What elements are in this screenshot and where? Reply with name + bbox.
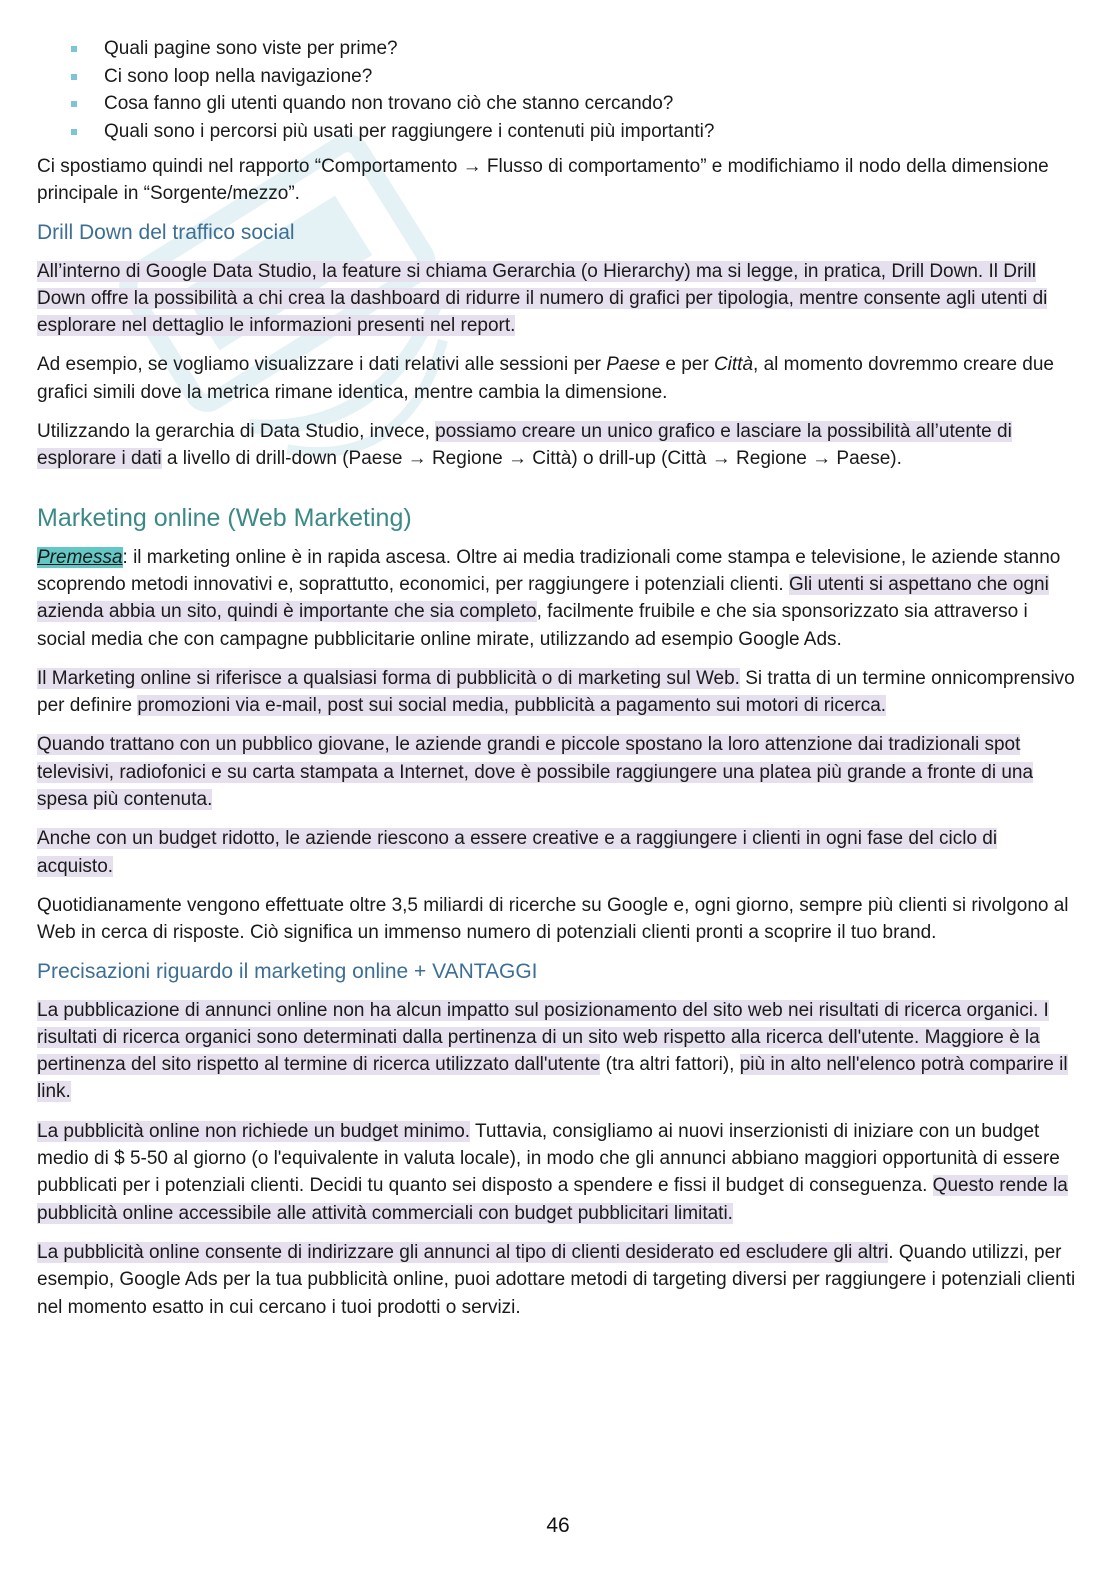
list-item — [37, 63, 1077, 91]
document-content — [37, 35, 1077, 1333]
premessa-label: Premessa — [37, 546, 123, 568]
list-item-text: Ci sono loop nella navigazione? — [104, 65, 373, 87]
paragraph-text: : il marketing online è in rapida ascesa. Oltre ai media tradizionali come stampa e televisione, le aziende stanno scoprendo metodi innovativi e, soprattutto, economici, per raggiungere i potenziali clienti. — [37, 546, 1061, 595]
list-item-text: Quali pagine sono viste per prime? — [104, 38, 398, 59]
italic-text: Paese — [606, 354, 661, 376]
paragraph-text: (tra altri fattori), — [600, 1054, 740, 1076]
highlighted-text: La pubblicità online consente di indirizzare gli annunci al tipo di clienti desiderato ed escludere gli altri — [37, 1241, 889, 1263]
paragraph-text: Si tratta di un termine onnicomprensivo per definire — [37, 667, 1075, 717]
list-item — [37, 118, 1077, 146]
highlighted-text: Quando trattano con un pubblico giovane, le aziende grandi e piccole spostano la loro attenzione dai tradizionali spot televisivi, radiofonici e su carta stampata a Internet, dove è possibile raggiungere una platea più grande a fronte di una spesa più contenuta. — [37, 734, 1034, 811]
bullet-square-icon — [71, 46, 77, 52]
precisazioni-paragraph-3 — [37, 1239, 1077, 1321]
list-item — [37, 35, 1077, 63]
list-item — [37, 90, 1077, 118]
drill-down-paragraph-3 — [37, 418, 1077, 473]
italic-text: Città — [713, 354, 754, 376]
marketing-paragraph-2 — [37, 665, 1077, 720]
question-list — [37, 35, 1077, 145]
page-number: 46 — [546, 1514, 570, 1537]
marketing-online-heading: Marketing online (Web Marketing) — [37, 503, 412, 532]
bullet-square-icon — [71, 101, 77, 107]
precisazioni-paragraph-2 — [37, 1118, 1077, 1227]
highlighted-text: All’interno di Google Data Studio, la feature si chiama Gerarchia (o Hierarchy) ma si legge, in pratica, Drill Down. Il Drill Down offre la possibilità a chi crea la dashboard di ridurre il numero di grafici per tipologia, mentre consente agli utenti di esplorare nel dettaglio le informazioni presenti nel report. — [37, 260, 1048, 337]
highlighted-text: La pubblicità online non richiede un budget minimo. — [37, 1120, 471, 1142]
highlighted-text: Il Marketing online si riferisce a qualsiasi forma di pubblicità o di marketing sul Web. — [37, 667, 740, 689]
marketing-paragraph-1 — [37, 544, 1077, 653]
highlighted-text: Gli utenti si aspettano che ogni azienda abbia un sito, quindi è importante che sia completo — [37, 573, 1049, 623]
marketing-paragraph-4 — [37, 825, 1077, 880]
highlighted-text: Questo rende la pubblicità online accessibile alle attività commerciali con budget pubblicitari limitati. — [37, 1175, 1068, 1224]
paragraph-text: Ad esempio, se vogliamo visualizzare i dati relativi alle sessioni per — [37, 354, 607, 376]
bullet-square-icon — [71, 129, 77, 135]
paragraph-text: a livello di drill-down (Paese → Regione → Città) o drill-up (Città → Regione → Paese). — [161, 448, 902, 470]
paragraph-text: e per — [660, 354, 714, 376]
drill-down-paragraph-2 — [37, 351, 1077, 406]
highlighted-text: Anche con un budget ridotto, le aziende riescono a essere creative e a raggiungere i clienti in ogni fase del ciclo di acquisto. — [37, 828, 998, 877]
highlighted-text: La pubblicazione di annunci online non ha alcun impatto sul posizionamento del sito web nei risultati di ricerca organici. I risultati di ricerca organici sono determinati dalla pertinenza di un sito web rispetto alla ricerca dell'utente. Maggiore è la pertinenza del sito rispetto al termine di ricerca utilizzato dall'utente — [37, 999, 1049, 1076]
precisazioni-heading: Precisazioni riguardo il marketing online + VANTAGGI — [37, 959, 538, 983]
paragraph-text: . Quando utilizzi, per esempio, Google Ads per la tua pubblicità online, puoi adottare metodi di targeting diversi per raggiungere i potenziali clienti nel momento esatto in cui cercano i tuoi prodotti o servizi. — [37, 1241, 1076, 1318]
marketing-paragraph-5: Quotidianamente vengono effettuate oltre 3,5 miliardi di ricerche su Google e, ogni giorno, sempre più clienti si rivolgono al Web in cerca di risposte. Ciò significa un immenso numero di potenziali clienti pronti a scoprire il tuo brand. — [37, 894, 1069, 944]
drill-down-heading: Drill Down del traffico social — [37, 220, 295, 244]
bullet-square-icon — [71, 74, 77, 80]
highlighted-text: più in alto nell'elenco potrà comparire il link. — [37, 1054, 1068, 1103]
paragraph-text: , facilmente fruibile e che sia sponsorizzato sia attraverso i social media che con campagne pubblicitarie online mirate, utilizzando ad esempio Google Ads. — [37, 601, 1028, 650]
highlighted-text: possiamo creare un unico grafico e lasciare la possibilità all’utente di esplorare i dati — [37, 421, 1012, 470]
highlighted-text: promozioni via e-mail, post sui social media, pubblicità a pagamento sui motori di ricerca. — [137, 695, 887, 717]
intro-paragraph: Ci spostiamo quindi nel rapporto “Comportamento → Flusso di comportamento” e modifichiamo il nodo della dimensione principale in “Sorgente/mezzo”. — [37, 156, 1049, 205]
precisazioni-paragraph-1 — [37, 997, 1077, 1106]
paragraph-text: , al momento dovremmo creare due grafici simili dove la metrica rimane identica, mentre cambia la dimensione. — [37, 354, 1054, 403]
list-item-text: Cosa fanno gli utenti quando non trovano ciò che stanno cercando? — [104, 93, 674, 114]
paragraph-text: Tuttavia, consigliamo ai nuovi inserzionisti di iniziare con un budget medio di $ 5-50 al giorno (o l'equivalente in valuta locale), in modo che gli annunci abbiano maggiori opportunità di essere pubblicati per i potenziali clienti. Decidi tu quanto sei disposto a spendere e fissi il budget di conseguenza. — [37, 1120, 1060, 1197]
paragraph-text: Utilizzando la gerarchia di Data Studio, invece, — [37, 421, 436, 443]
list-item-text: Quali sono i percorsi più usati per raggiungere i contenuti più importanti? — [104, 120, 715, 142]
drill-down-paragraph-1 — [37, 258, 1077, 340]
marketing-paragraph-3 — [37, 731, 1077, 813]
